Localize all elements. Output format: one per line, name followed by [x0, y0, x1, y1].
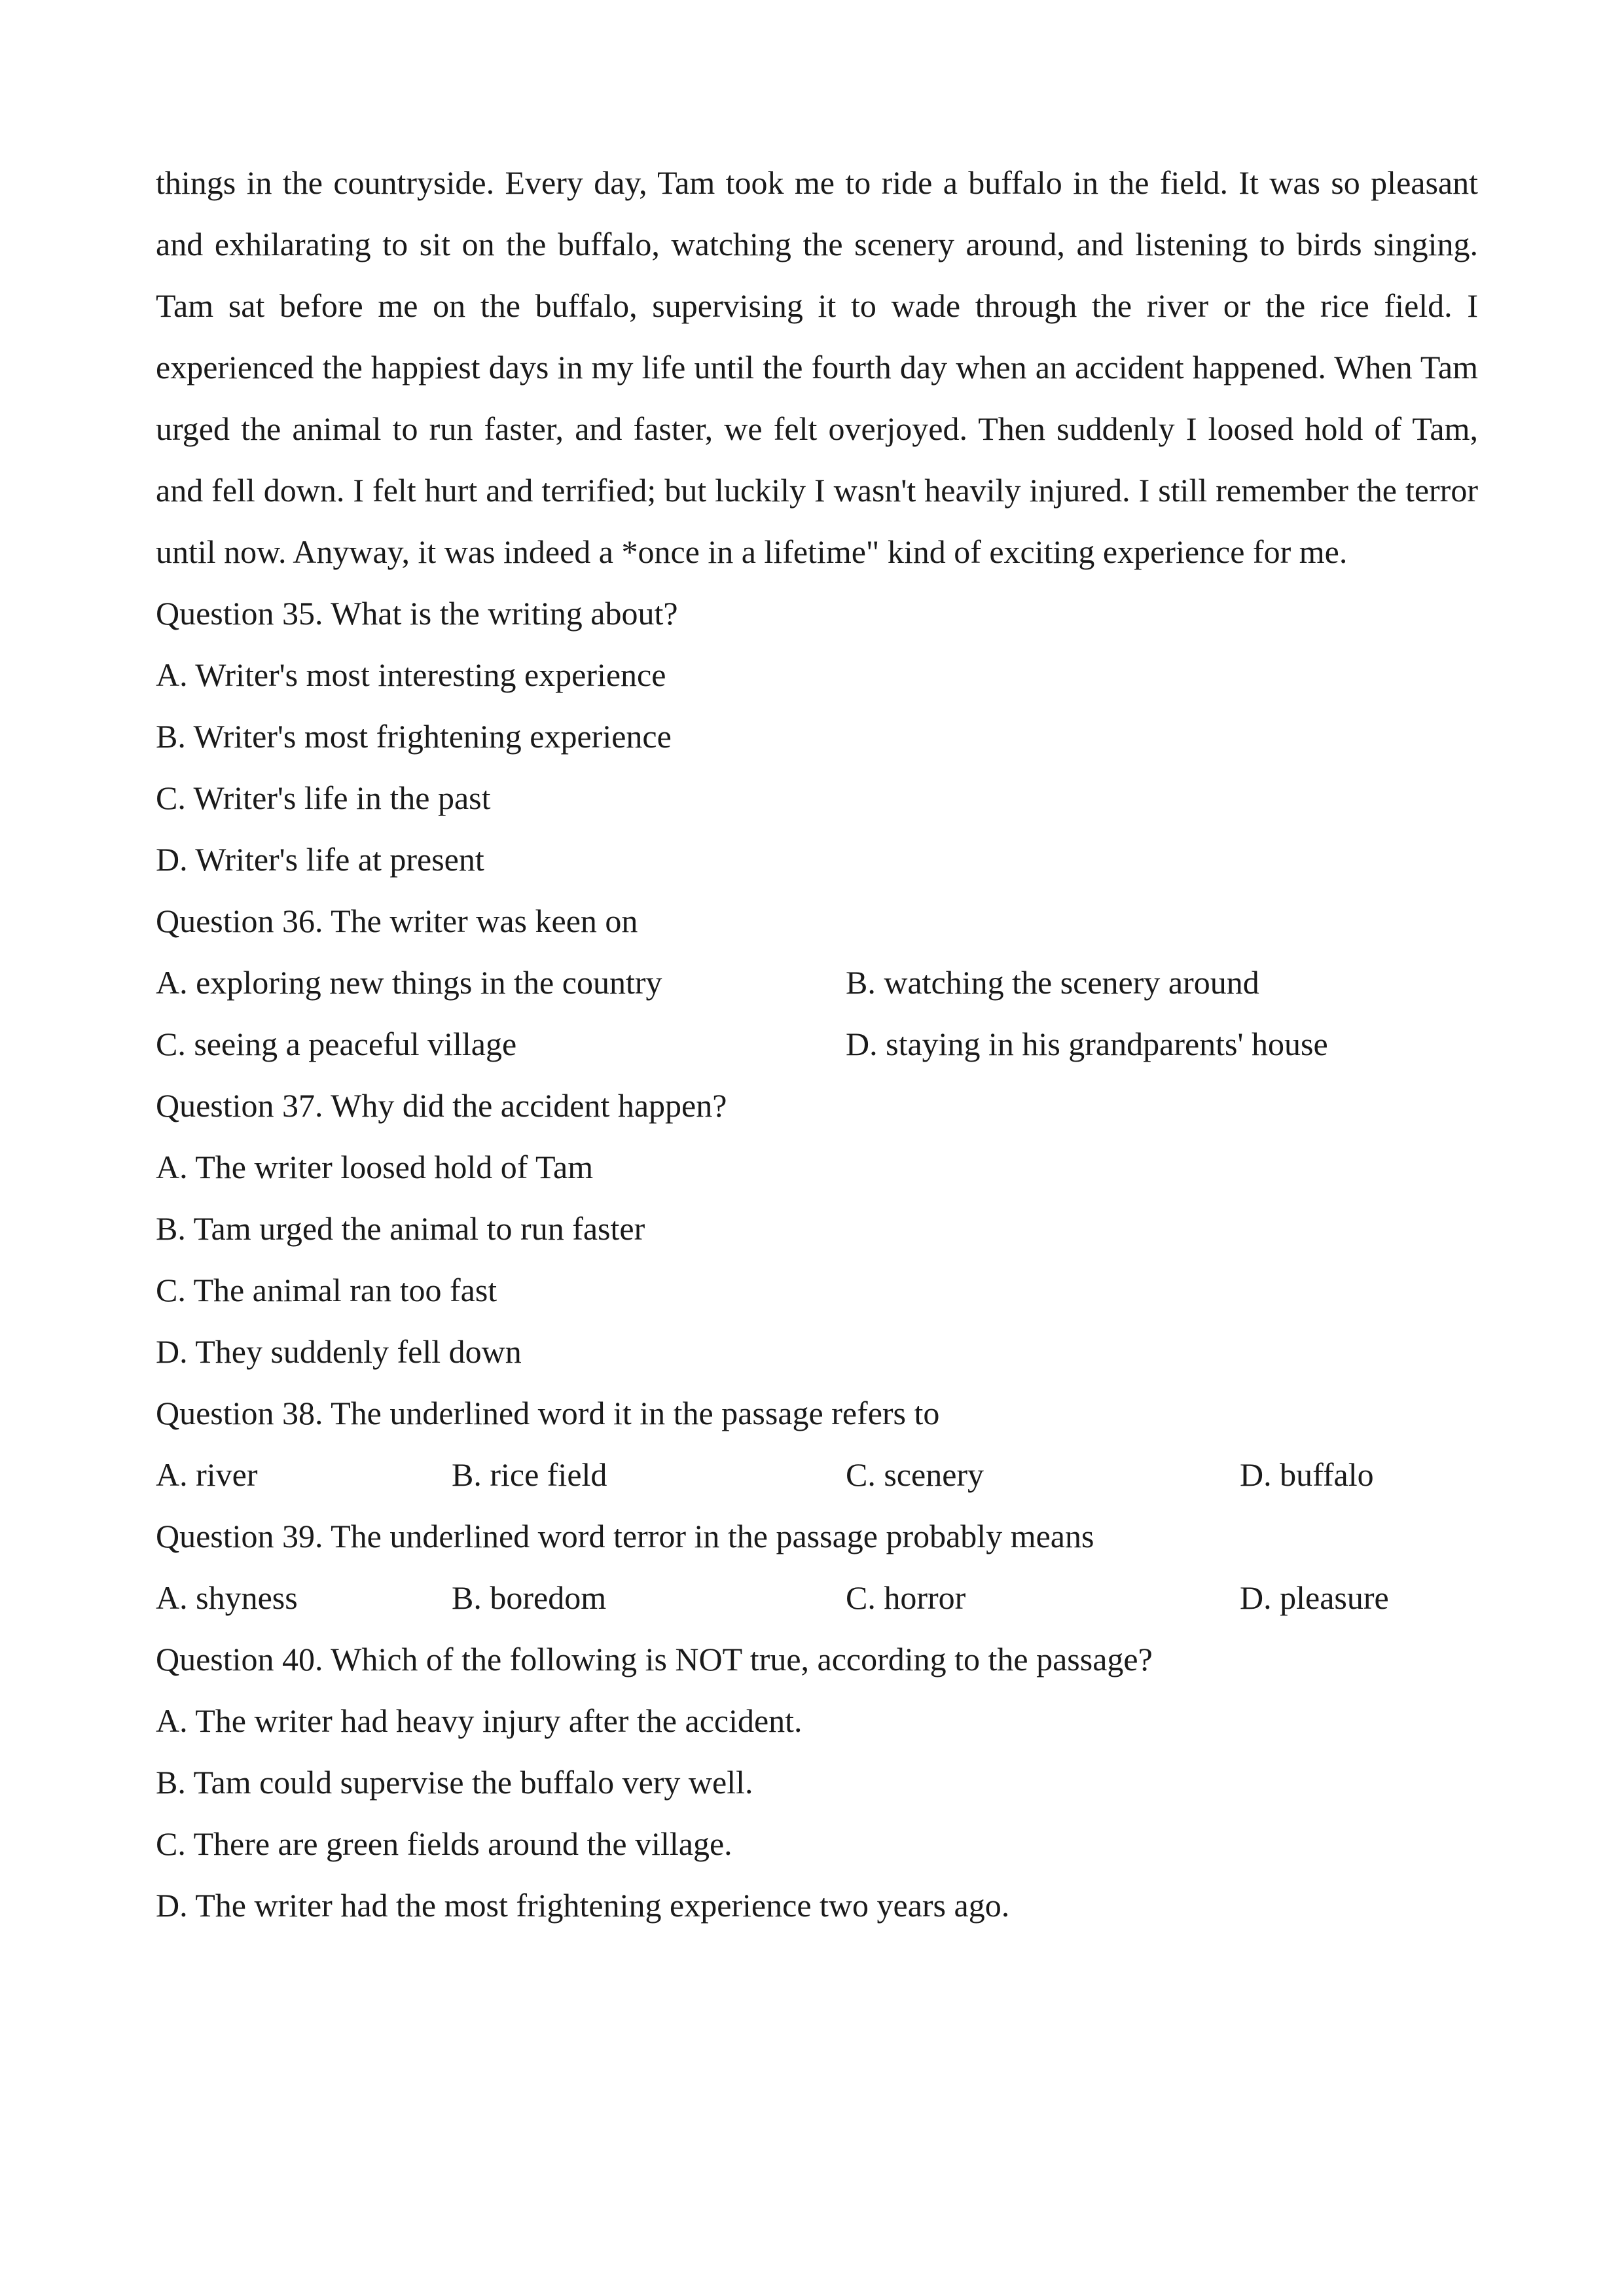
option-c: C. There are green fields around the village. [156, 1825, 732, 1862]
option-c: C. horror [846, 1579, 966, 1616]
option-a: A. Writer's most interesting experience [156, 656, 666, 693]
option-d: D. They suddenly fell down [156, 1333, 522, 1370]
option-b: B. watching the scenery around [846, 964, 1259, 1001]
question-prompt: Question 38. The underlined word it in the passage refers to [156, 1395, 940, 1431]
options-row [156, 1444, 1478, 1505]
option-b: B. Tam urged the animal to run faster [156, 1210, 645, 1247]
option-c: C. scenery [846, 1456, 984, 1493]
option-c: C. seeing a peaceful village [156, 1026, 517, 1062]
question-40 [156, 1628, 1478, 1936]
options-row [156, 1567, 1478, 1628]
options-row [156, 952, 1478, 1013]
option-a: A. The writer had heavy injury after the accident. [156, 1702, 803, 1739]
question-39 [156, 1505, 1478, 1628]
option-d: D. pleasure [1240, 1579, 1389, 1616]
option-c: C. Writer's life in the past [156, 780, 491, 816]
passage-paragraph: things in the countryside. Every day, Tam took me to ride a buffalo in the field. It was so pleasant and exhilarating to sit on the buffalo, watching the scenery around, and listening to birds singing. Tam sat before me on the buffalo, supervising it to wade through the river or the rice field. I experienced the happiest days in my life until the fourth day when an accident happened. When Tam urged the animal to run faster, and faster, we felt overjoyed. Then suddenly I loosed hold of Tam, and fell down. I felt hurt and terrified; but luckily I wasn't heavily injured. I still remember the terror until now. Anyway, it was indeed a *once in a lifetime" kind of exciting experience for me. [156, 164, 1478, 570]
option-b: B. rice field [452, 1456, 607, 1493]
question-prompt: Question 35. What is the writing about? [156, 595, 678, 632]
question-35 [156, 583, 1478, 890]
option-b: B. Writer's most frightening experience [156, 718, 672, 755]
option-c: C. The animal ran too fast [156, 1272, 497, 1308]
option-a: A. river [156, 1456, 258, 1493]
options-row [156, 1013, 1478, 1075]
option-d: D. buffalo [1240, 1456, 1374, 1493]
question-prompt: Question 39. The underlined word terror in the passage probably means [156, 1518, 1094, 1554]
option-a: A. shyness [156, 1579, 298, 1616]
question-38 [156, 1382, 1478, 1505]
option-b: B. boredom [452, 1579, 607, 1616]
document-page [156, 152, 1478, 1936]
option-a: A. The writer loosed hold of Tam [156, 1149, 594, 1185]
question-prompt: Question 40. Which of the following is NOT true, according to the passage? [156, 1641, 1153, 1677]
question-prompt: Question 37. Why did the accident happen? [156, 1087, 727, 1124]
option-d: D. Writer's life at present [156, 841, 484, 878]
reading-passage [156, 152, 1478, 583]
question-37 [156, 1075, 1478, 1382]
option-b: B. Tam could supervise the buffalo very well. [156, 1764, 753, 1801]
option-d: D. staying in his grandparents' house [846, 1026, 1328, 1062]
question-prompt: Question 36. The writer was keen on [156, 903, 638, 939]
question-36 [156, 890, 1478, 1075]
option-d: D. The writer had the most frightening experience two years ago. [156, 1887, 1010, 1924]
option-a: A. exploring new things in the country [156, 964, 662, 1001]
